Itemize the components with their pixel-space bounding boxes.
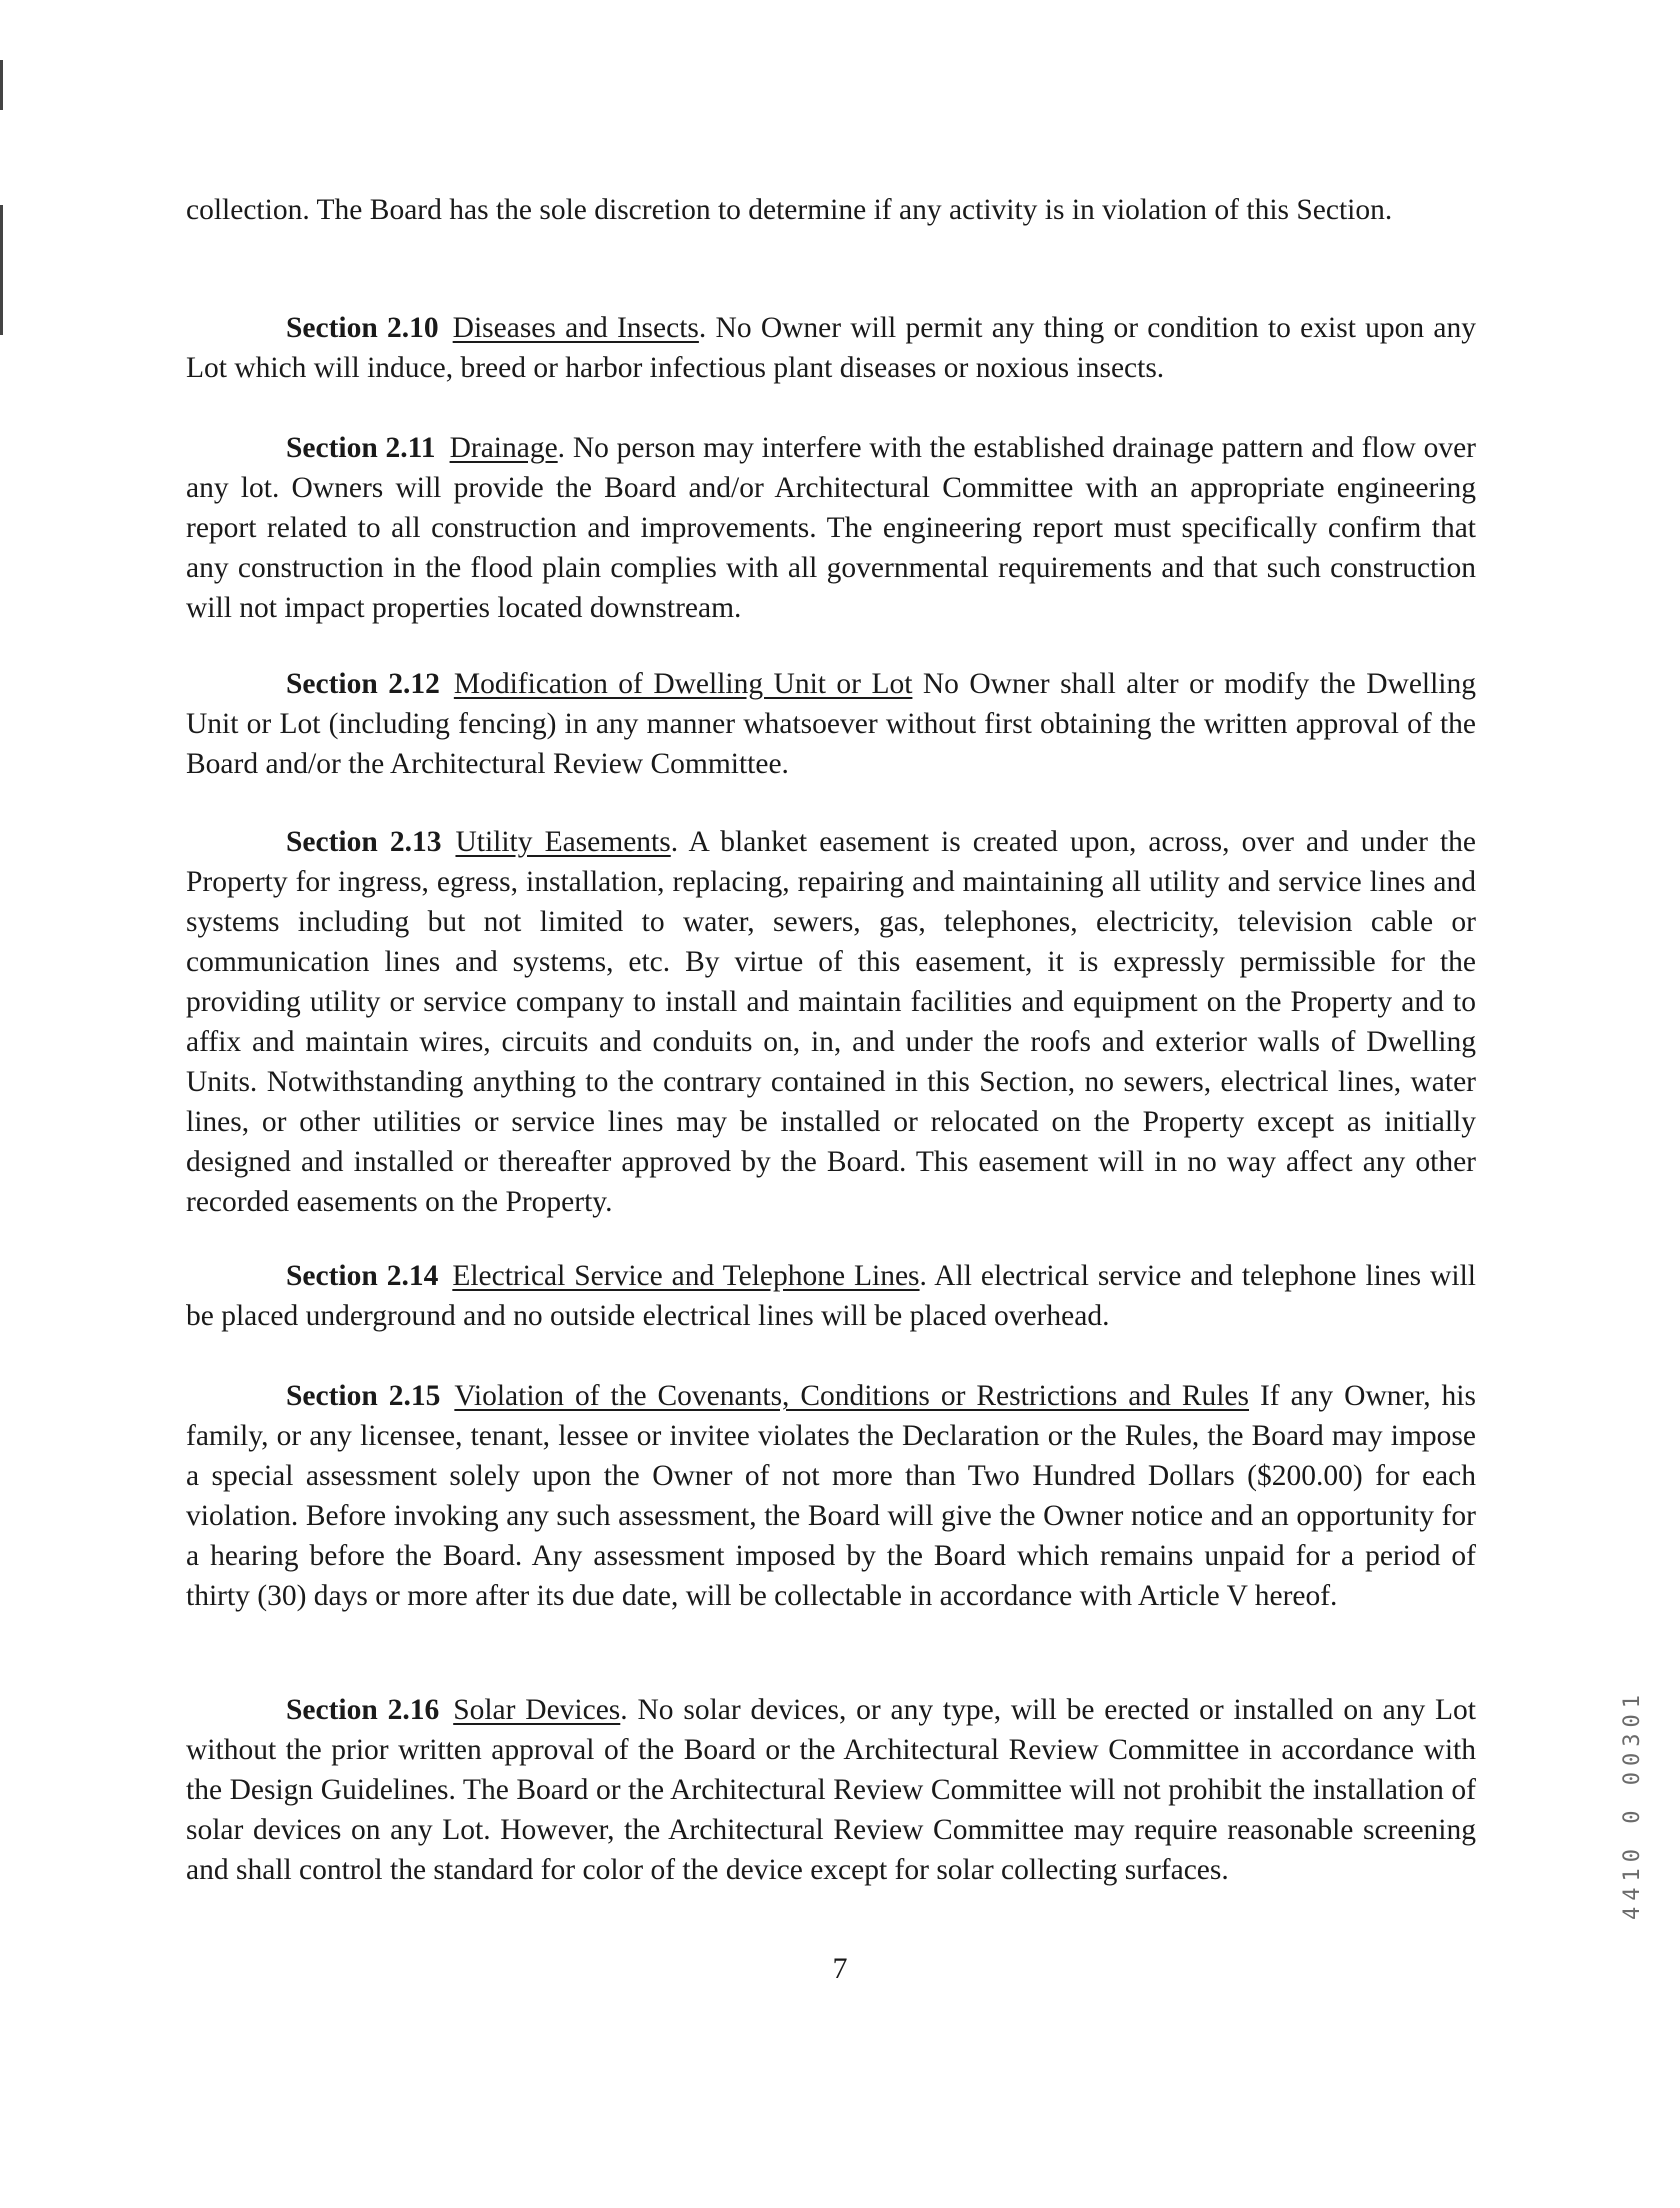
page-number: 7 <box>832 1952 848 1985</box>
section-title: Electrical Service and Telephone Lines <box>452 1260 920 1292</box>
section-body: . No person may interfere with the established drainage pattern and flow over any lot. Owners will provide the Board and/or Architectural Committee with an appropriate engineering report related to all construction and improvements. The engineering report must specifically confirm that any construction in the flood plain complies with all governmental requirements and that such construction will not impact properties located downstream. <box>186 432 1476 624</box>
section-number: Section 2.11 <box>286 432 436 464</box>
section-title: Drainage <box>449 432 558 464</box>
section-2-14 <box>186 1256 1476 1336</box>
section-body: . No solar devices, or any type, will be erected or installed on any Lot without the prior written approval of the Board or the Architectural Review Committee in accordance with the Design Guidelines. The Board or the Architectural Review Committee will not prohibit the installation of solar devices on any Lot. However, the Architectural Review Committee may require reasonable screening and shall control the standard for color of the device except for solar collecting surfaces. <box>186 1694 1476 1886</box>
section-body: If any Owner, his family, or any licensee, tenant, lessee or invitee violates the Declaration or the Rules, the Board may impose a special assessment solely upon the Owner of not more than Two Hundred Dollars ($200.00) for each violation. Before invoking any such assessment, the Board will give the Owner notice and an opportunity for a hearing before the Board. Any assessment imposed by the Board which remains unpaid for a period of thirty (30) days or more after its due date, will be collectable in accordance with Article V hereof. <box>186 1380 1476 1612</box>
section-number: Section 2.16 <box>286 1694 440 1726</box>
section-2-16 <box>186 1690 1476 1890</box>
intro-paragraph: collection. The Board has the sole discretion to determine if any activity is in violation of this Section. <box>186 194 1393 226</box>
section-2-15 <box>186 1376 1476 1616</box>
scan-edge-mark <box>0 60 3 110</box>
side-stamp: 4410 0 00301 <box>1620 1689 1645 1920</box>
section-title: Diseases and Insects <box>452 312 699 344</box>
scan-edge-mark <box>0 205 3 335</box>
section-title: Modification of Dwelling Unit or Lot <box>453 668 913 700</box>
section-number: Section 2.13 <box>286 826 442 858</box>
section-number: Section 2.10 <box>286 312 439 344</box>
section-number: Section 2.12 <box>286 668 440 700</box>
section-number: Section 2.15 <box>286 1380 441 1412</box>
section-body: . A blanket easement is created upon, across, over and under the Property for ingress, egress, installation, replacing, repairing and maintaining all utility and service lines and systems including but not limited to water, sewers, gas, telephones, electricity, television cable or communication lines and systems, etc. By virtue of this easement, it is expressly permissible for the providing utility or service company to install and maintain facilities and equipment on the Property and to affix and maintain wires, circuits and conduits on, in, and under the roofs and exterior walls of Dwelling Units. Notwithstanding anything to the contrary contained in this Section, no sewers, electrical lines, water lines, or other utilities or service lines may be installed or relocated on the Property except as initially designed and installed or thereafter approved by the Board. This easement will in no way affect any other recorded easements on the Property. <box>186 826 1476 1218</box>
section-number: Section 2.14 <box>286 1260 439 1292</box>
section-2-10 <box>186 308 1476 388</box>
section-2-12 <box>186 664 1476 784</box>
section-2-13 <box>186 822 1476 1222</box>
section-body: No Owner shall alter or modify the Dwelling Unit or Lot (including fencing) in any manner whatsoever without first obtaining the written approval of the Board and/or the Architectural Review Committee. <box>186 668 1476 780</box>
section-title: Solar Devices <box>453 1694 621 1726</box>
section-title: Violation of the Covenants, Conditions or Restrictions and Rules <box>454 1380 1250 1412</box>
section-body: . No Owner will permit any thing or condition to exist upon any Lot which will induce, breed or harbor infectious plant diseases or noxious insects. <box>186 312 1476 384</box>
section-title: Utility Easements <box>455 826 671 858</box>
section-body: . All electrical service and telephone lines will be placed underground and no outside electrical lines will be placed overhead. <box>186 1260 1476 1332</box>
section-2-11 <box>186 428 1476 628</box>
